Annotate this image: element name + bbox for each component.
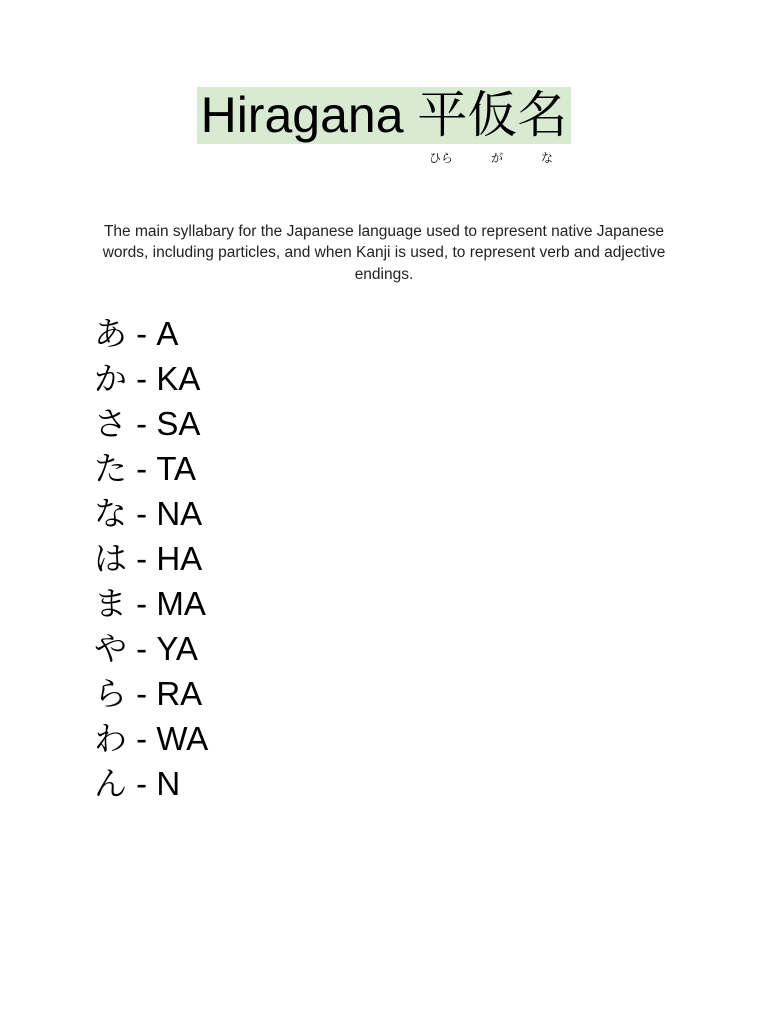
list-item: は - HA xyxy=(94,540,203,577)
list-item: さ - SA xyxy=(94,405,201,442)
furigana-ga: が xyxy=(491,151,504,165)
hiragana-list xyxy=(94,311,208,806)
furigana-hira: ひら xyxy=(429,151,454,165)
page-title: Hiragana 平仮名 xyxy=(197,87,572,144)
list-item: ん - N xyxy=(94,765,181,802)
title-container xyxy=(0,87,768,144)
list-item: あ - A xyxy=(94,315,179,352)
list-item: た - TA xyxy=(94,450,197,487)
list-item: ま - MA xyxy=(94,585,206,622)
list-item: か - KA xyxy=(94,360,201,397)
list-item: わ - WA xyxy=(94,720,209,757)
list-item: ら - RA xyxy=(94,675,203,712)
list-item: や - YA xyxy=(94,630,198,667)
list-item: な - NA xyxy=(94,495,203,532)
furigana-na: な xyxy=(541,151,554,165)
description-paragraph: The main syllabary for the Japanese language used to represent native Japanese words, including particles, and when Kanji is used, to represent verb and adjective endings. xyxy=(102,222,666,283)
